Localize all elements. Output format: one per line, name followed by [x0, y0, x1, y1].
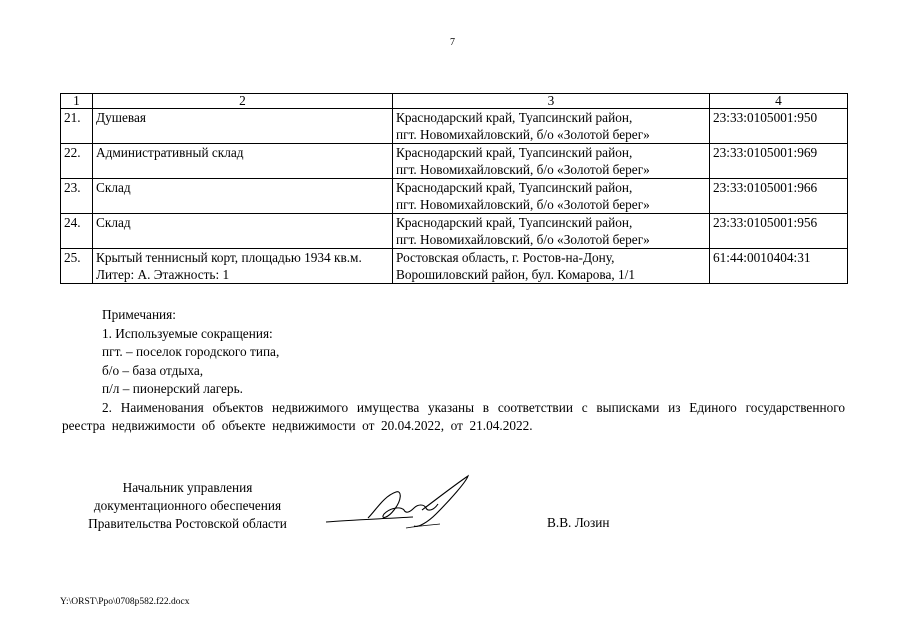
- address-line: пгт. Новомихайловский, б/о «Золотой берег»: [396, 232, 650, 247]
- address-line: Краснодарский край, Туапсинский район,: [396, 110, 633, 125]
- address-line: Краснодарский край, Туапсинский район,: [396, 180, 633, 195]
- header-col-3: 3: [393, 94, 710, 109]
- table-row: [61, 109, 848, 144]
- abbreviation-1: пгт. – поселок городского типа,: [102, 344, 280, 359]
- object-name: Административный склад: [93, 144, 393, 179]
- object-name: Крытый теннисный корт, площадью 1934 кв.м. Литер: А. Этажность: 1: [93, 249, 393, 284]
- notes-heading: Примечания:: [102, 307, 176, 322]
- object-address: [393, 144, 710, 179]
- signatory-title-line-1: Начальник управления: [122, 480, 253, 495]
- notes-section: [62, 306, 845, 436]
- object-name: Склад: [93, 179, 393, 214]
- notes-item-2: 2. Наименования объектов недвижимого имущества указаны в соответствии с выписками из Единого государственного реестра недвижимости об объекте недвижимости от 20.04.2022, от 21.04.2022.: [62, 399, 845, 433]
- handwritten-signature: [318, 470, 478, 540]
- header-col-4: 4: [710, 94, 848, 109]
- cadastral-number: 23:33:0105001:969: [710, 144, 848, 179]
- cadastral-number: 61:44:0010404:31: [710, 249, 848, 284]
- file-path: Y:\ORST\Ppo\0708p582.f22.docx: [60, 597, 190, 607]
- signatory-name: В.В. Лозин: [547, 515, 610, 530]
- address-line: Ростовская область, г. Ростов-на-Дону,: [396, 250, 615, 265]
- table-row: [61, 144, 848, 179]
- table-row: [61, 214, 848, 249]
- property-table: [60, 93, 848, 284]
- address-line: пгт. Новомихайловский, б/о «Золотой берег»: [396, 127, 650, 142]
- cadastral-number: 23:33:0105001:956: [710, 214, 848, 249]
- page-number: 7: [450, 37, 455, 48]
- address-line: Краснодарский край, Туапсинский район,: [396, 215, 633, 230]
- table-body: [61, 109, 848, 284]
- address-line: пгт. Новомихайловский, б/о «Золотой берег»: [396, 197, 650, 212]
- abbreviation-3: п/л – пионерский лагерь.: [102, 381, 243, 396]
- cadastral-number: 23:33:0105001:966: [710, 179, 848, 214]
- row-number: 23.: [61, 179, 93, 214]
- table-row: [61, 249, 848, 284]
- object-address: [393, 109, 710, 144]
- address-line: Ворошиловский район, бул. Комарова, 1/1: [396, 267, 636, 282]
- table-row: [61, 179, 848, 214]
- abbreviation-2: б/о – база отдыха,: [102, 362, 204, 378]
- signatory-title-line-2: документационного обеспечения: [93, 498, 282, 513]
- object-address: [393, 249, 710, 284]
- row-number: 21.: [61, 109, 93, 144]
- signatory-title: [60, 479, 315, 533]
- header-col-1: 1: [61, 94, 93, 109]
- row-number: 22.: [61, 144, 93, 179]
- object-name: Душевая: [93, 109, 393, 144]
- row-number: 24.: [61, 214, 93, 249]
- cadastral-number: 23:33:0105001:950: [710, 109, 848, 144]
- object-address: [393, 214, 710, 249]
- table-header-row: [61, 94, 848, 109]
- header-col-2: 2: [93, 94, 393, 109]
- address-line: пгт. Новомихайловский, б/о «Золотой берег»: [396, 162, 650, 177]
- address-line: Краснодарский край, Туапсинский район,: [396, 145, 633, 160]
- notes-item-1: 1. Используемые сокращения:: [102, 325, 273, 341]
- object-address: [393, 179, 710, 214]
- row-number: 25.: [61, 249, 93, 284]
- signatory-title-line-3: Правительства Ростовской области: [88, 516, 287, 531]
- object-name: Склад: [93, 214, 393, 249]
